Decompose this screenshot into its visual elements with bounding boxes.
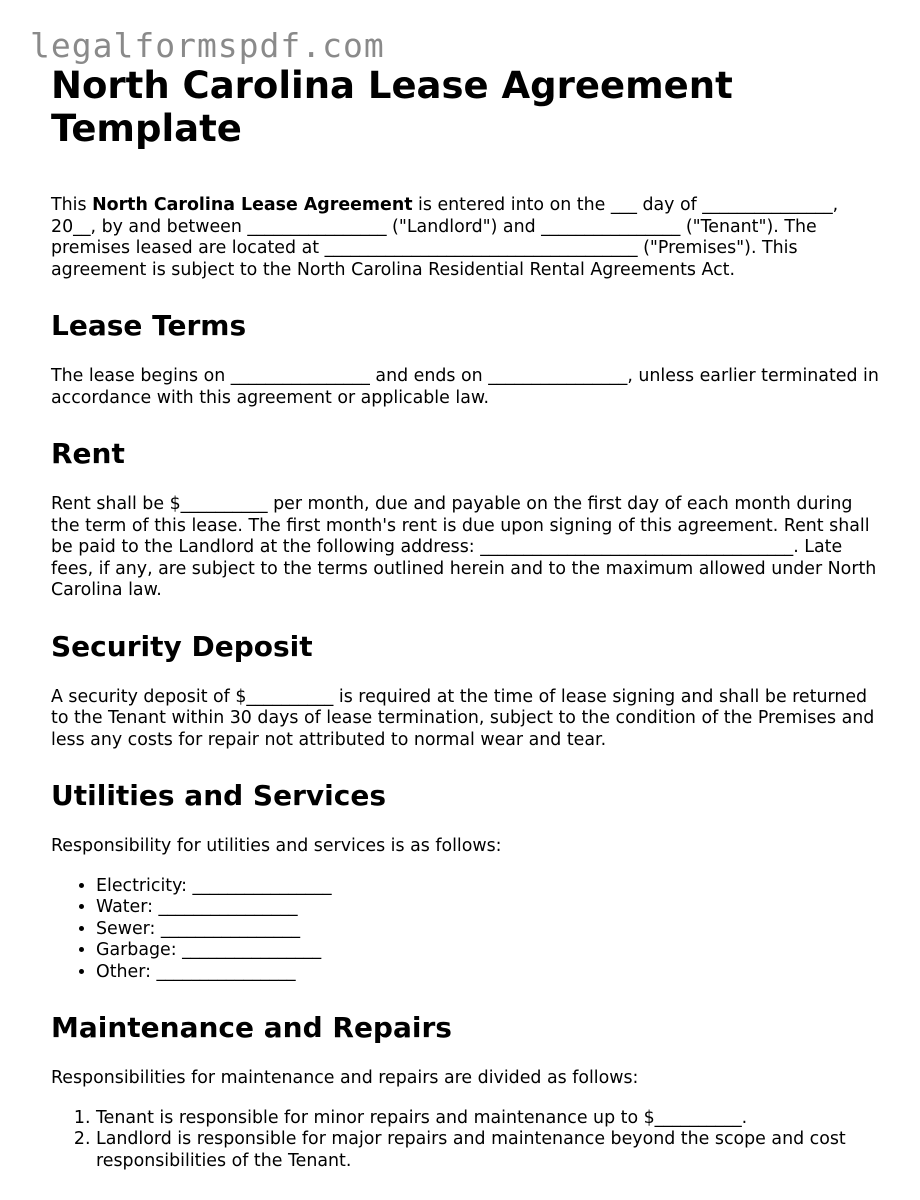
intro-text-start: This (51, 195, 93, 215)
intro-text-rest: is entered into on the ___ day of _______________, 20__, by and between ________________ ("Landlord") and ________________ ("Tenant"). The premises leased are located at ____________________________________ ("Premises"). This agreement is subject to the North Carolina Residential Rental Agreements Act. (51, 195, 839, 280)
maintenance-list (51, 1108, 886, 1173)
list-item: 2. Landlord is responsible for major repairs and maintenance beyond the scope and cost responsibilities of the Tenant. (96, 1129, 886, 1172)
list-item: • Electricity: ________________ (96, 876, 886, 898)
list-item: • Water: ________________ (96, 897, 886, 919)
rent-text: Rent shall be $__________ per month, due and payable on the first day of each month during the term of this lease. The first month's rent is due upon signing of this agreement. Rent shall be paid to the Landlord at the following address: ____________________________________. Late fees, if any, are subject to the terms outlined herein and to the maximum allowed under North Carolina law. (51, 494, 877, 600)
maintenance-text: Responsibilities for maintenance and repairs are divided as follows: (51, 1068, 639, 1088)
intro-agreement-name: North Carolina Lease Agreement (92, 195, 413, 215)
security-deposit-text: A security deposit of $__________ is required at the time of lease signing and shall be returned to the Tenant within 30 days of lease termination, subject to the condition of the Premises and less any costs for repair not attributed to normal wear and tear. (51, 686, 875, 750)
lease-terms-heading: Lease Terms (51, 309, 247, 342)
list-item: • Other: ________________ (96, 962, 886, 984)
rent-heading: Rent (51, 437, 125, 470)
intro-paragraph (51, 195, 886, 281)
document-page (51, 64, 886, 1200)
utilities-list (51, 876, 886, 984)
list-item: 1. Tenant is responsible for minor repairs and maintenance up to $__________. (96, 1108, 886, 1130)
watermark: legalformspdf.com (30, 26, 385, 65)
maintenance-heading: Maintenance and Repairs (51, 1011, 452, 1044)
page-title: North Carolina Lease Agreement Template (51, 64, 733, 150)
utilities-heading: Utilities and Services (51, 779, 386, 812)
list-item: • Sewer: ________________ (96, 919, 886, 941)
security-deposit-heading: Security Deposit (51, 629, 313, 663)
lease-terms-text: The lease begins on ________________ and ends on ________________, unless earlier terminated in accordance with this agreement or applicable law. (51, 366, 879, 408)
list-item: • Garbage: ________________ (96, 940, 886, 962)
utilities-text: Responsibility for utilities and services is as follows: (51, 836, 502, 856)
